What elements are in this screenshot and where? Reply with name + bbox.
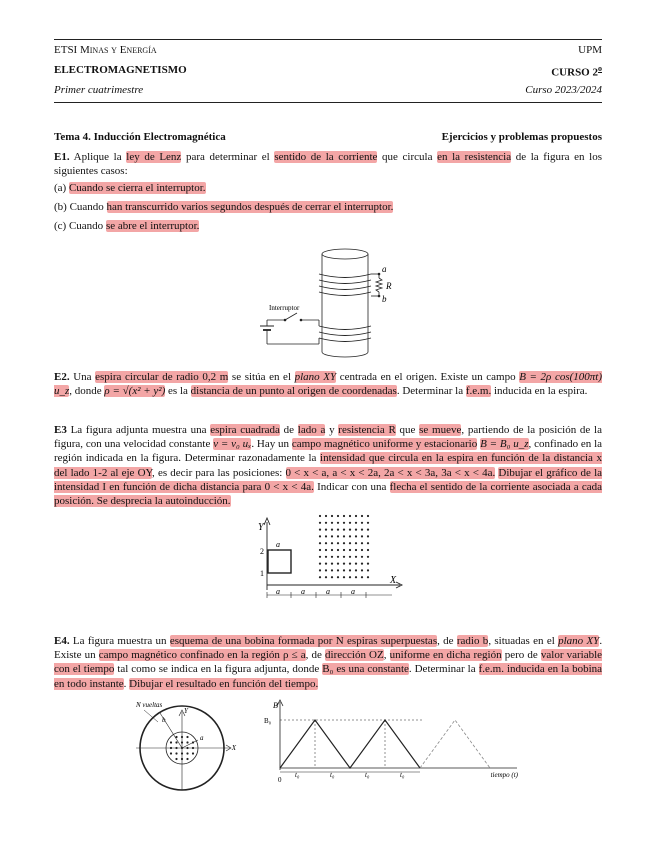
e3-field-dot xyxy=(343,542,345,544)
e1-label-a: a xyxy=(382,264,387,274)
e3-field-dot xyxy=(367,569,369,571)
e1-statement: E1. Aplique la ley de Lenz para determinar el sentido de la corriente que circula en la resistencia de la figura en los siguientes casos: xyxy=(54,151,603,178)
topic-title: Tema 4. Inducción Electromagnética xyxy=(54,131,226,143)
e3-field-dot xyxy=(337,522,339,524)
e4-field-dot xyxy=(186,758,188,760)
e3-field-dot xyxy=(361,563,363,565)
e4-field-dot xyxy=(186,736,188,738)
e3-field-dot xyxy=(319,535,321,537)
topic-subtitle: Ejercicios y problemas propuestos xyxy=(441,131,602,143)
e3-field-dot xyxy=(355,569,357,571)
e3-dim-a-1: a xyxy=(276,587,280,596)
e3-field-dot xyxy=(337,549,339,551)
e4-nturns-label: N vueltas xyxy=(136,701,163,709)
e3-field-dot xyxy=(343,556,345,558)
e4-field-dot xyxy=(170,752,172,754)
e3-field-dot xyxy=(325,549,327,551)
e3-field-dot xyxy=(337,515,339,517)
e3-field-dot xyxy=(337,529,339,531)
e3-field-dot xyxy=(337,569,339,571)
e3-field-dot xyxy=(349,515,351,517)
e3-field-dot xyxy=(331,542,333,544)
e4-b0-label: B₀ xyxy=(264,717,272,725)
e4-origin-label: 0 xyxy=(278,776,282,784)
e3-field-dot xyxy=(367,563,369,565)
e4-field-dot xyxy=(175,758,177,760)
e3-field-dot xyxy=(325,556,327,558)
e4-x-label: X xyxy=(231,744,236,752)
e3-field-dot xyxy=(319,549,321,551)
e3-field-dot xyxy=(361,549,363,551)
subject-title: ELECTROMAGNETISMO xyxy=(54,64,187,76)
e3-field-dot xyxy=(361,529,363,531)
e4-t0-label-2: t₀ xyxy=(330,771,335,779)
e3-field-region xyxy=(319,515,369,578)
e3-field-dot xyxy=(355,515,357,517)
header-bottom-rule xyxy=(54,102,602,103)
e4-label: E4. xyxy=(54,635,70,647)
e3-field-dot xyxy=(349,556,351,558)
e3-field-dot xyxy=(331,569,333,571)
e3-field-dot xyxy=(325,522,327,524)
e3-field-dot xyxy=(331,535,333,537)
e4-field-dot xyxy=(192,752,194,754)
e3-field-dot xyxy=(319,529,321,531)
e3-field-dot xyxy=(355,563,357,565)
e3-field-dot xyxy=(331,522,333,524)
e4-t0-label-4: t₀ xyxy=(400,771,405,779)
e3-field-dot xyxy=(331,556,333,558)
e3-field-dot xyxy=(355,522,357,524)
e3-x-axis-label: X xyxy=(390,575,397,586)
e3-field-dot xyxy=(325,542,327,544)
e3-y-axis-label: Y xyxy=(258,522,264,533)
e4-a-label: a xyxy=(200,734,204,742)
e3-field-dot xyxy=(325,529,327,531)
e3-field-dot xyxy=(349,549,351,551)
e3-field-dot xyxy=(319,576,321,578)
e3-field-dot xyxy=(337,563,339,565)
e2-label: E2. xyxy=(54,371,70,383)
e3-field-dot xyxy=(367,522,369,524)
e4-field-dot xyxy=(186,741,188,743)
e2-statement: E2. Una espira circular de radio 0,2 m se sitúa en el plano XY centrada en el origen. Existe un campo B = 2ρ cos(100πt) u_z, donde ρ = √(x² + y²) es la distancia de un punto al origen de coordenadas. Determinar la f.e.m. inducida en la espira. xyxy=(54,371,602,398)
e4-b-axis-label: B xyxy=(273,701,278,710)
e3-field-dot xyxy=(349,563,351,565)
e3-field-dot xyxy=(349,522,351,524)
e3-field-dot xyxy=(337,542,339,544)
e3-field-dot xyxy=(367,549,369,551)
e3-corner-2-label: 2 xyxy=(260,547,264,556)
e3-field-dot xyxy=(319,522,321,524)
e3-label: E3 xyxy=(54,424,67,436)
course-label: CURSO 2$^o$ xyxy=(551,64,602,79)
header-top-rule xyxy=(54,39,602,40)
e3-field-dot xyxy=(325,576,327,578)
e3-field-dot xyxy=(343,569,345,571)
e3-field-dot xyxy=(343,563,345,565)
e3-field-dot xyxy=(349,542,351,544)
e3-field-dot xyxy=(331,576,333,578)
e3-field-dot xyxy=(349,529,351,531)
e3-field-dot xyxy=(319,569,321,571)
e1-switch-label: Interruptor xyxy=(269,304,300,312)
e3-field-dot xyxy=(361,576,363,578)
e4-field-dot xyxy=(175,752,177,754)
e3-loop-side-label: a xyxy=(276,540,280,549)
e4-field-dot xyxy=(170,741,172,743)
e3-statement: E3 La figura adjunta muestra una espira cuadrada de lado a y resistencia R que se mueve, partiendo de la posición de la figura, con una velocidad constante v = v₀ uₓ. Hay un campo magnético uniforme y estacionario B = B₀ u_z, confinado en la región indicada en la figura. Determinar razonadamente la intensidad que circula en la espira en función de la distancia x del lado 1-2 al eje OY, es decir para las posiciones: 0 < x < a, a < x < 2a, 2a < x < 3a, 3a < x < 4a. Dibujar el gráfico de la intensidad I en función de dicha distancia para 0 < x < 4a. Indicar con una flecha el sentido de la corriente asociada a cada posición. Se desprecia la autoinducción. xyxy=(54,424,603,508)
e3-corner-1-label: 1 xyxy=(260,569,264,578)
e3-field-dot xyxy=(367,535,369,537)
e3-field-dot xyxy=(355,529,357,531)
e3-field-dot xyxy=(355,535,357,537)
e3-dim-a-4: a xyxy=(351,587,355,596)
e3-field-dot xyxy=(325,515,327,517)
term-label: Primer cuatrimestre xyxy=(54,84,144,96)
academic-year: Curso 2023/2024 xyxy=(525,84,602,96)
university-name: UPM xyxy=(578,44,602,56)
e3-field-dot xyxy=(361,515,363,517)
e3-field-dot xyxy=(319,515,321,517)
e3-field-dot xyxy=(343,576,345,578)
institution-name: ETSI Minas y Energía xyxy=(54,44,157,56)
e3-moving-loop-figure xyxy=(250,510,410,605)
e3-field-dot xyxy=(343,535,345,537)
e4-b-solid-curve xyxy=(280,720,420,768)
e4-field-dot xyxy=(186,752,188,754)
e3-field-dot xyxy=(343,529,345,531)
e3-field-dot xyxy=(331,529,333,531)
e1-label: E1. xyxy=(54,151,70,163)
e3-field-dot xyxy=(331,515,333,517)
e3-field-dot xyxy=(337,535,339,537)
e3-field-dot xyxy=(361,556,363,558)
e3-field-dot xyxy=(361,542,363,544)
e3-field-dot xyxy=(355,576,357,578)
e3-field-dot xyxy=(355,549,357,551)
e4-t0-label-1: t₀ xyxy=(295,771,300,779)
e3-field-dot xyxy=(319,542,321,544)
e3-field-dot xyxy=(337,556,339,558)
e3-dim-a-2: a xyxy=(301,587,305,596)
e4-y-label: Y xyxy=(184,707,188,715)
e3-field-dot xyxy=(325,535,327,537)
e1-case-a: (a) Cuando se cierra el interruptor. xyxy=(54,182,206,194)
e3-field-dot xyxy=(367,556,369,558)
e3-field-dot xyxy=(355,542,357,544)
e3-field-dot xyxy=(319,563,321,565)
e3-field-dot xyxy=(361,569,363,571)
e3-field-dot xyxy=(349,535,351,537)
e4-statement: E4. La figura muestra un esquema de una bobina formada por N espiras superpuestas, de radio b, situadas en el plano XY. Existe un campo magnético confinado en la región ρ ≤ a, de dirección OZ, uniforme en dicha región pero de valor variable con el tiempo tal como se indica en la figura adjunta, donde B₀ es una constante. Determinar la f.e.m. inducida en la bobina en todo instante. Dibujar el resultado en función del tiempo. xyxy=(54,635,603,690)
e4-field-time-chart xyxy=(262,698,524,788)
e3-field-dot xyxy=(343,522,345,524)
e3-field-dot xyxy=(367,529,369,531)
e3-field-dot xyxy=(343,515,345,517)
e3-field-dot xyxy=(325,569,327,571)
e4-b-label: b xyxy=(162,716,166,724)
e3-field-dot xyxy=(331,549,333,551)
e4-t0-label-3: t₀ xyxy=(365,771,370,779)
e3-field-dot xyxy=(349,576,351,578)
e4-field-dot xyxy=(175,741,177,743)
e4-b-dashed-curve xyxy=(420,720,490,768)
e3-field-dot xyxy=(331,563,333,565)
e1-label-b: b xyxy=(382,294,387,304)
e1-coil-circuit-figure xyxy=(255,244,405,362)
e1-label-r: R xyxy=(386,281,392,291)
e3-field-dot xyxy=(319,556,321,558)
e1-case-b: (b) Cuando han transcurrido varios segundos después de cerrar el interruptor. xyxy=(54,201,394,213)
e3-field-dot xyxy=(367,576,369,578)
e3-field-dot xyxy=(325,563,327,565)
e3-field-dot xyxy=(337,576,339,578)
e3-dim-a-3: a xyxy=(326,587,330,596)
e3-field-dot xyxy=(361,535,363,537)
e3-field-dot xyxy=(349,569,351,571)
e1-case-c: (c) Cuando se abre el interruptor. xyxy=(54,220,200,232)
e3-field-dot xyxy=(367,515,369,517)
e3-field-dot xyxy=(343,549,345,551)
e3-field-dot xyxy=(361,522,363,524)
e4-coil-figure xyxy=(130,698,240,808)
e3-field-dot xyxy=(355,556,357,558)
e3-field-dot xyxy=(367,542,369,544)
e4-time-axis-label: tiempo (t) xyxy=(490,771,518,779)
